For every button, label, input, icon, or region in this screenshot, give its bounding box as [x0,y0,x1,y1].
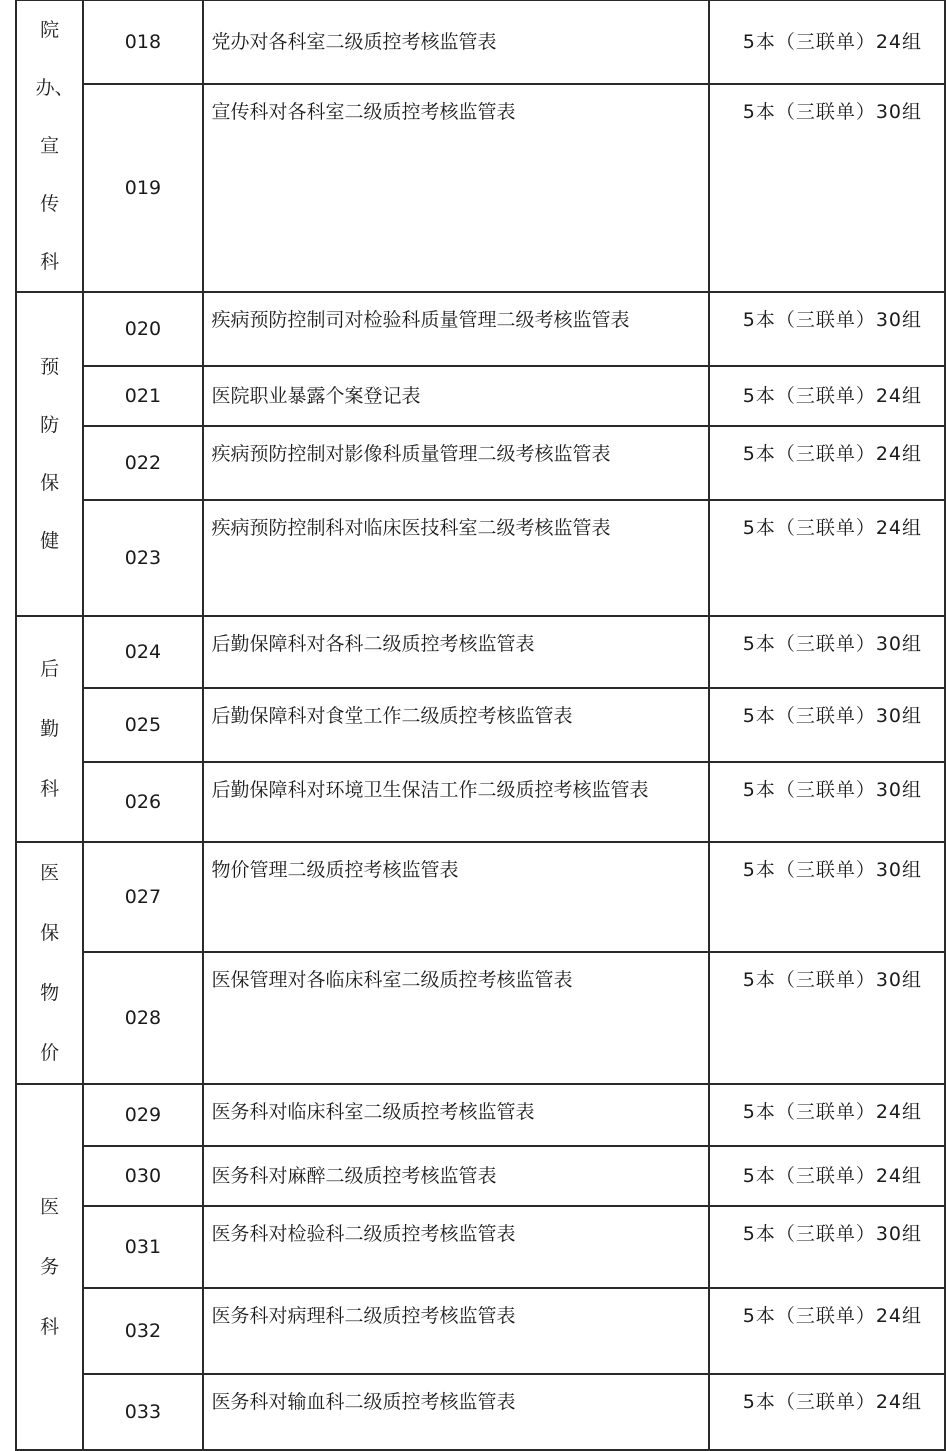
form-quantity: 5本（三联单）24组 [709,1288,945,1374]
form-name: 疾病预防控制对影像科质量管理二级考核监管表 [203,426,710,500]
form-name: 疾病预防控制科对临床医技科室二级考核监管表 [203,500,710,616]
form-quantity: 5本（三联单）24组 [709,426,945,500]
table-row [16,1374,945,1450]
form-code: 026 [83,762,202,842]
form-quantity: 5本（三联单）30组 [709,616,945,688]
form-code: 032 [83,1288,202,1374]
form-code: 019 [83,84,202,292]
form-quantity: 5本（三联单）24组 [709,1146,945,1206]
dept-cell [16,1084,83,1450]
form-code: 021 [83,366,202,426]
form-code: 027 [83,842,202,952]
form-name: 疾病预防控制司对检验科质量管理二级考核监管表 [203,292,710,366]
form-quantity: 5本（三联单）24组 [709,1374,945,1450]
form-quantity: 5本（三联单）24组 [709,366,945,426]
form-code: 028 [83,952,202,1084]
form-code: 024 [83,616,202,688]
table-row [16,616,945,688]
form-quantity: 5本（三联单）30组 [709,952,945,1084]
dept-cell [16,842,83,1084]
form-name: 医务科对检验科二级质控考核监管表 [203,1206,710,1288]
dept-name: 后勤科 [40,658,60,800]
form-quantity: 5本（三联单）24组 [709,0,945,84]
form-code: 031 [83,1206,202,1288]
form-code: 020 [83,292,202,366]
form-name: 医务科对输血科二级质控考核监管表 [203,1374,710,1450]
form-name: 后勤保障科对食堂工作二级质控考核监管表 [203,688,710,762]
form-quantity: 5本（三联单）24组 [709,500,945,616]
form-quantity: 5本（三联单）30组 [709,762,945,842]
form-inventory-table [15,0,946,1451]
dept-name: 院办、宣传科 [35,19,74,273]
form-code: 033 [83,1374,202,1450]
dept-cell [16,292,83,616]
dept-cell [16,616,83,842]
table-row [16,1084,945,1146]
dept-cell [16,0,83,292]
form-name: 医务科对麻醉二级质控考核监管表 [203,1146,710,1206]
table-row [16,292,945,366]
dept-name: 医务科 [40,1196,60,1338]
table-row [16,1288,945,1374]
form-code: 022 [83,426,202,500]
table-row [16,1206,945,1288]
form-name: 物价管理二级质控考核监管表 [203,842,710,952]
form-code: 018 [83,0,202,84]
form-name: 党办对各科室二级质控考核监管表 [203,0,710,84]
form-quantity: 5本（三联单）30组 [709,1206,945,1288]
form-quantity: 5本（三联单）30组 [709,292,945,366]
form-name: 医务科对病理科二级质控考核监管表 [203,1288,710,1374]
form-code: 025 [83,688,202,762]
form-quantity: 5本（三联单）30组 [709,842,945,952]
form-code: 030 [83,1146,202,1206]
form-name: 医院职业暴露个案登记表 [203,366,710,426]
form-name: 后勤保障科对环境卫生保洁工作二级质控考核监管表 [203,762,710,842]
table-row [16,0,945,84]
form-name: 宣传科对各科室二级质控考核监管表 [203,84,710,292]
table-row [16,762,945,842]
form-quantity: 5本（三联单）30组 [709,84,945,292]
dept-name: 医保物价 [40,862,60,1064]
dept-name: 预防保健 [40,356,60,552]
table-row [16,952,945,1084]
form-code: 023 [83,500,202,616]
table-row [16,1146,945,1206]
form-name: 医保管理对各临床科室二级质控考核监管表 [203,952,710,1084]
form-code: 029 [83,1084,202,1146]
table-row [16,500,945,616]
table-row [16,84,945,292]
table-row [16,366,945,426]
form-quantity: 5本（三联单）24组 [709,1084,945,1146]
table-row [16,842,945,952]
form-quantity: 5本（三联单）30组 [709,688,945,762]
table-row [16,426,945,500]
form-name: 医务科对临床科室二级质控考核监管表 [203,1084,710,1146]
form-name: 后勤保障科对各科二级质控考核监管表 [203,616,710,688]
table-row [16,688,945,762]
